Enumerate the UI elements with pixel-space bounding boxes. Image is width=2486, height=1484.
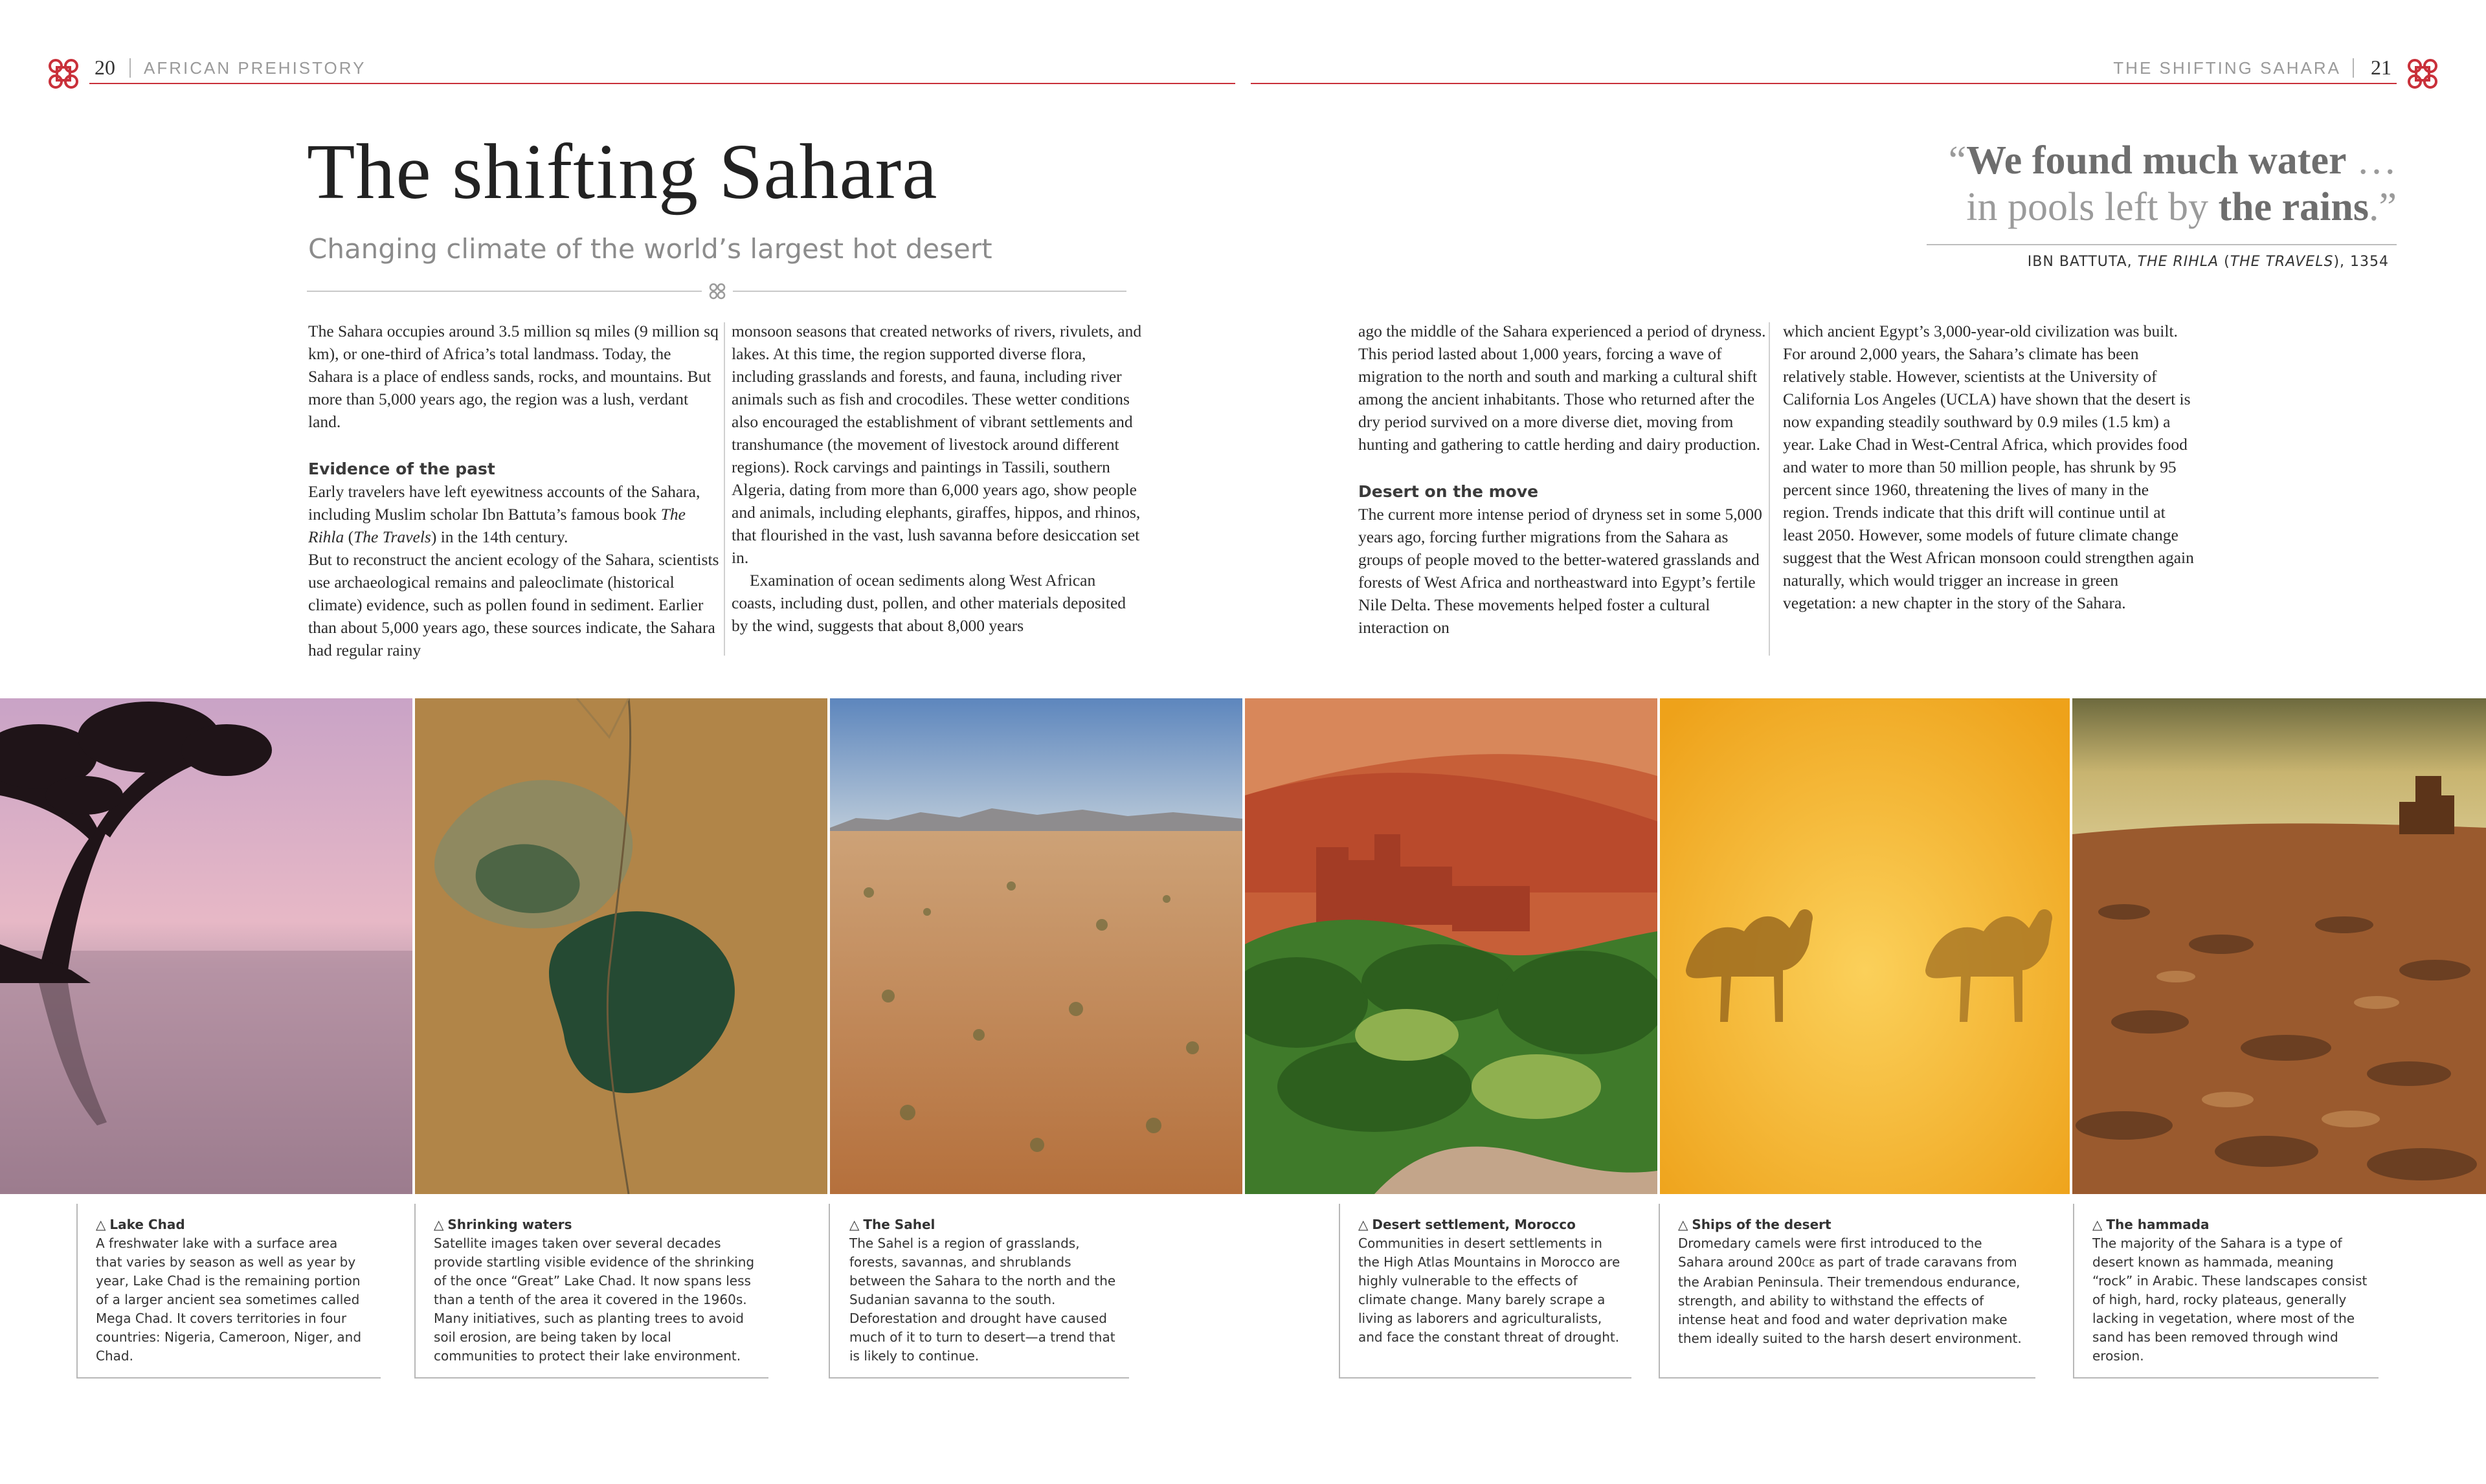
header-rule-right xyxy=(1251,83,2397,84)
paragraph: The Sahara occupies around 3.5 million sq miles (9 million sq km), or one-third of Africa’s total landmass. Today, the Sahara is a place of endless sands, rocks, and mountains. But more than 5,000 years ago, the region was a lush, verdant land. xyxy=(308,322,719,431)
body-column-1 xyxy=(308,320,719,661)
triangle-up-icon: △ xyxy=(849,1217,860,1232)
photo-the-hammada xyxy=(2072,698,2486,1194)
caption-text: Satellite images taken over several decades provide startling visible evidence of the shrinking of the once “Great” Lake Chad. It now spans less than a tenth of the area it covered in the 1960s. Many initiatives, such as planting trees to avoid soil erosion, are being taken by local communities to protect their lake environment. xyxy=(434,1235,755,1364)
triangle-up-icon: △ xyxy=(2092,1217,2103,1232)
page-subtitle: Changing climate of the world’s largest hot desert xyxy=(308,233,992,265)
photo-lake-chad xyxy=(0,698,412,1194)
caption-lake-chad xyxy=(96,1215,368,1366)
title-rule-right xyxy=(733,291,1126,292)
caption-text: Dromedary camels were first introduced to the Sahara around 200CE as part of trade caravans from the Arabian Peninsula. Their tremendous endurance, strength, and ability to withstand the effects of intense heat and food and water deprivation make them ideally suited to the harsh desert environment. xyxy=(1678,1235,2022,1346)
body-column-4 xyxy=(1783,320,2194,614)
caption-title: Shrinking waters xyxy=(447,1217,572,1232)
photo-desert-settlement-morocco xyxy=(1245,698,1657,1194)
title-rule-left xyxy=(307,291,702,292)
caption-title: Lake Chad xyxy=(109,1217,185,1232)
triangle-up-icon: △ xyxy=(1678,1217,1688,1232)
photo-the-sahel xyxy=(830,698,1242,1194)
triangle-up-icon: △ xyxy=(96,1217,106,1232)
caption-shrinking-waters xyxy=(434,1215,757,1366)
paragraph: Examination of ocean sediments along West African coasts, including dust, pollen, and other materials deposited by the wind, suggests that about 8,000 years xyxy=(732,571,1126,635)
caption-text: The Sahel is a region of grasslands, forests, savannas, and shrublands between the Sahara to the north and the Sudanian savanna to the south. Deforestation and drought have caused much of it to turn to desert—a trend that is likely to continue. xyxy=(849,1235,1116,1364)
knot-divider-icon xyxy=(708,282,726,300)
caption-desert-settlement xyxy=(1358,1215,1624,1347)
header-separator xyxy=(2353,58,2354,78)
header-rule-left xyxy=(89,83,1235,84)
triangle-up-icon: △ xyxy=(434,1217,444,1232)
paragraph: monsoon seasons that created networks of rivers, rivulets, and lakes. At this time, the region supported diverse flora, including grasslands and forests, and fauna, including river animals such as fish and crocodiles. These wetter conditions also encouraged the establishment of vibrant settlements and transhumance (the movement of livestock around different regions). Rock carvings and paintings in Tassili, southern Algeria, dating from more than 6,000 years ago, show people and animals, including elephants, giraffes, hippos, and rhinos, that flourished in the vast, lush savanna before desiccation set in. xyxy=(732,322,1142,567)
header-separator xyxy=(129,58,131,78)
column-rule xyxy=(1769,322,1770,656)
caption-title: Ships of the desert xyxy=(1692,1217,1831,1232)
section-heading: Desert on the move xyxy=(1358,482,1539,501)
photo-ships-of-the-desert xyxy=(1660,698,2070,1194)
paragraph: Early travelers have left eyewitness accounts of the Sahara, including Muslim scholar Ibn Battuta’s famous book The Rihla (The Travels) in the 14th century. xyxy=(308,482,700,546)
section-heading: Evidence of the past xyxy=(308,460,495,478)
quote-rule xyxy=(1927,244,2397,245)
knot-ornament-icon xyxy=(2406,57,2439,91)
running-head-right: THE SHIFTING SAHARA xyxy=(2113,58,2341,78)
caption-ships-of-the-desert xyxy=(1678,1215,2028,1348)
caption-text: Communities in desert settlements in the High Atlas Mountains in Morocco are highly vulnerable to the effects of climate change. Many barely scrape a living as laborers and agriculturalists, and face the constant threat of drought. xyxy=(1358,1235,1620,1345)
caption-title: The Sahel xyxy=(863,1217,935,1232)
paragraph: ago the middle of the Sahara experienced a period of dryness. This period lasted about 1,000 years, forcing a wave of migration to the north and south and marking a cultural shift among the ancient inhabitants. Those who returned after the dry period survived on a more diverse diet, moving from hunting and gathering to cattle herding and dairy production. xyxy=(1358,322,1766,454)
caption-text: A freshwater lake with a surface area that varies by season as well as year by year, Lake Chad is the remaining portion of a larger ancient sea sometimes called Mega Chad. It covers territories in four countries: Nigeria, Cameroon, Niger, and Chad. xyxy=(96,1235,362,1364)
running-head-left: AFRICAN PREHISTORY xyxy=(144,58,366,78)
triangle-up-icon: △ xyxy=(1358,1217,1369,1232)
paragraph: which ancient Egypt’s 3,000-year-old civilization was built. For around 2,000 years, the Sahara’s climate has been relatively stable. However, scientists at the University of California Los Angeles (UCLA) have shown that the desert is now expanding steadily southward by 0.9 miles (1.5 km) a year. Lake Chad in West-Central Africa, which provides food and water to more than 50 million people, has shrunk by 95 percent since 1960, threatening the lives of many in the region. Trends indicate that this drift will continue until at least 2050. However, some models of future climate change suggest that the West African monsoon could strengthen again naturally, which would trigger an increase in green vegetation: a new chapter in the story of the Sahara. xyxy=(1783,322,2194,612)
caption-title: Desert settlement, Morocco xyxy=(1372,1217,1576,1232)
knot-ornament-icon xyxy=(47,57,80,91)
page-title: The shifting Sahara xyxy=(307,128,938,216)
paragraph: But to reconstruct the ancient ecology of the Sahara, scientists use archaeological remains and paleoclimate (historical climate) evidence, such as pollen found in sediment. Earlier than about 5,000 years ago, these sources indicate, the Sahara had regular rainy xyxy=(308,550,719,659)
paragraph: The current more intense period of dryness set in some 5,000 years ago, forcing further migrations from the Sahara as groups of people moved to the better-watered grasslands and forests of West Africa and northeastward into Egypt’s fertile Nile Delta. These movements helped foster a cultural interaction on xyxy=(1358,505,1762,637)
body-column-2 xyxy=(732,320,1143,637)
body-column-3 xyxy=(1358,320,1769,639)
page-number-left: 20 xyxy=(95,56,115,79)
column-rule xyxy=(724,322,725,656)
pull-quote: “We found much water … in pools left by the rains.” xyxy=(1948,138,2397,229)
caption-text: The majority of the Sahara is a type of desert known as hammada, meaning “rock” in Arabic. These landscapes consist of high, hard, rocky plateaus, generally lacking in vegetation, where most of the sand has been removed through wind erosion. xyxy=(2092,1235,2368,1364)
photo-shrinking-waters xyxy=(415,698,827,1194)
quote-source: IBN BATTUTA, THE RIHLA (THE TRAVELS), 1354 xyxy=(2027,254,2389,270)
page-number-right: 21 xyxy=(2371,56,2391,79)
caption-the-sahel xyxy=(849,1215,1121,1366)
caption-title: The hammada xyxy=(2106,1217,2210,1232)
caption-the-hammada xyxy=(2092,1215,2371,1366)
